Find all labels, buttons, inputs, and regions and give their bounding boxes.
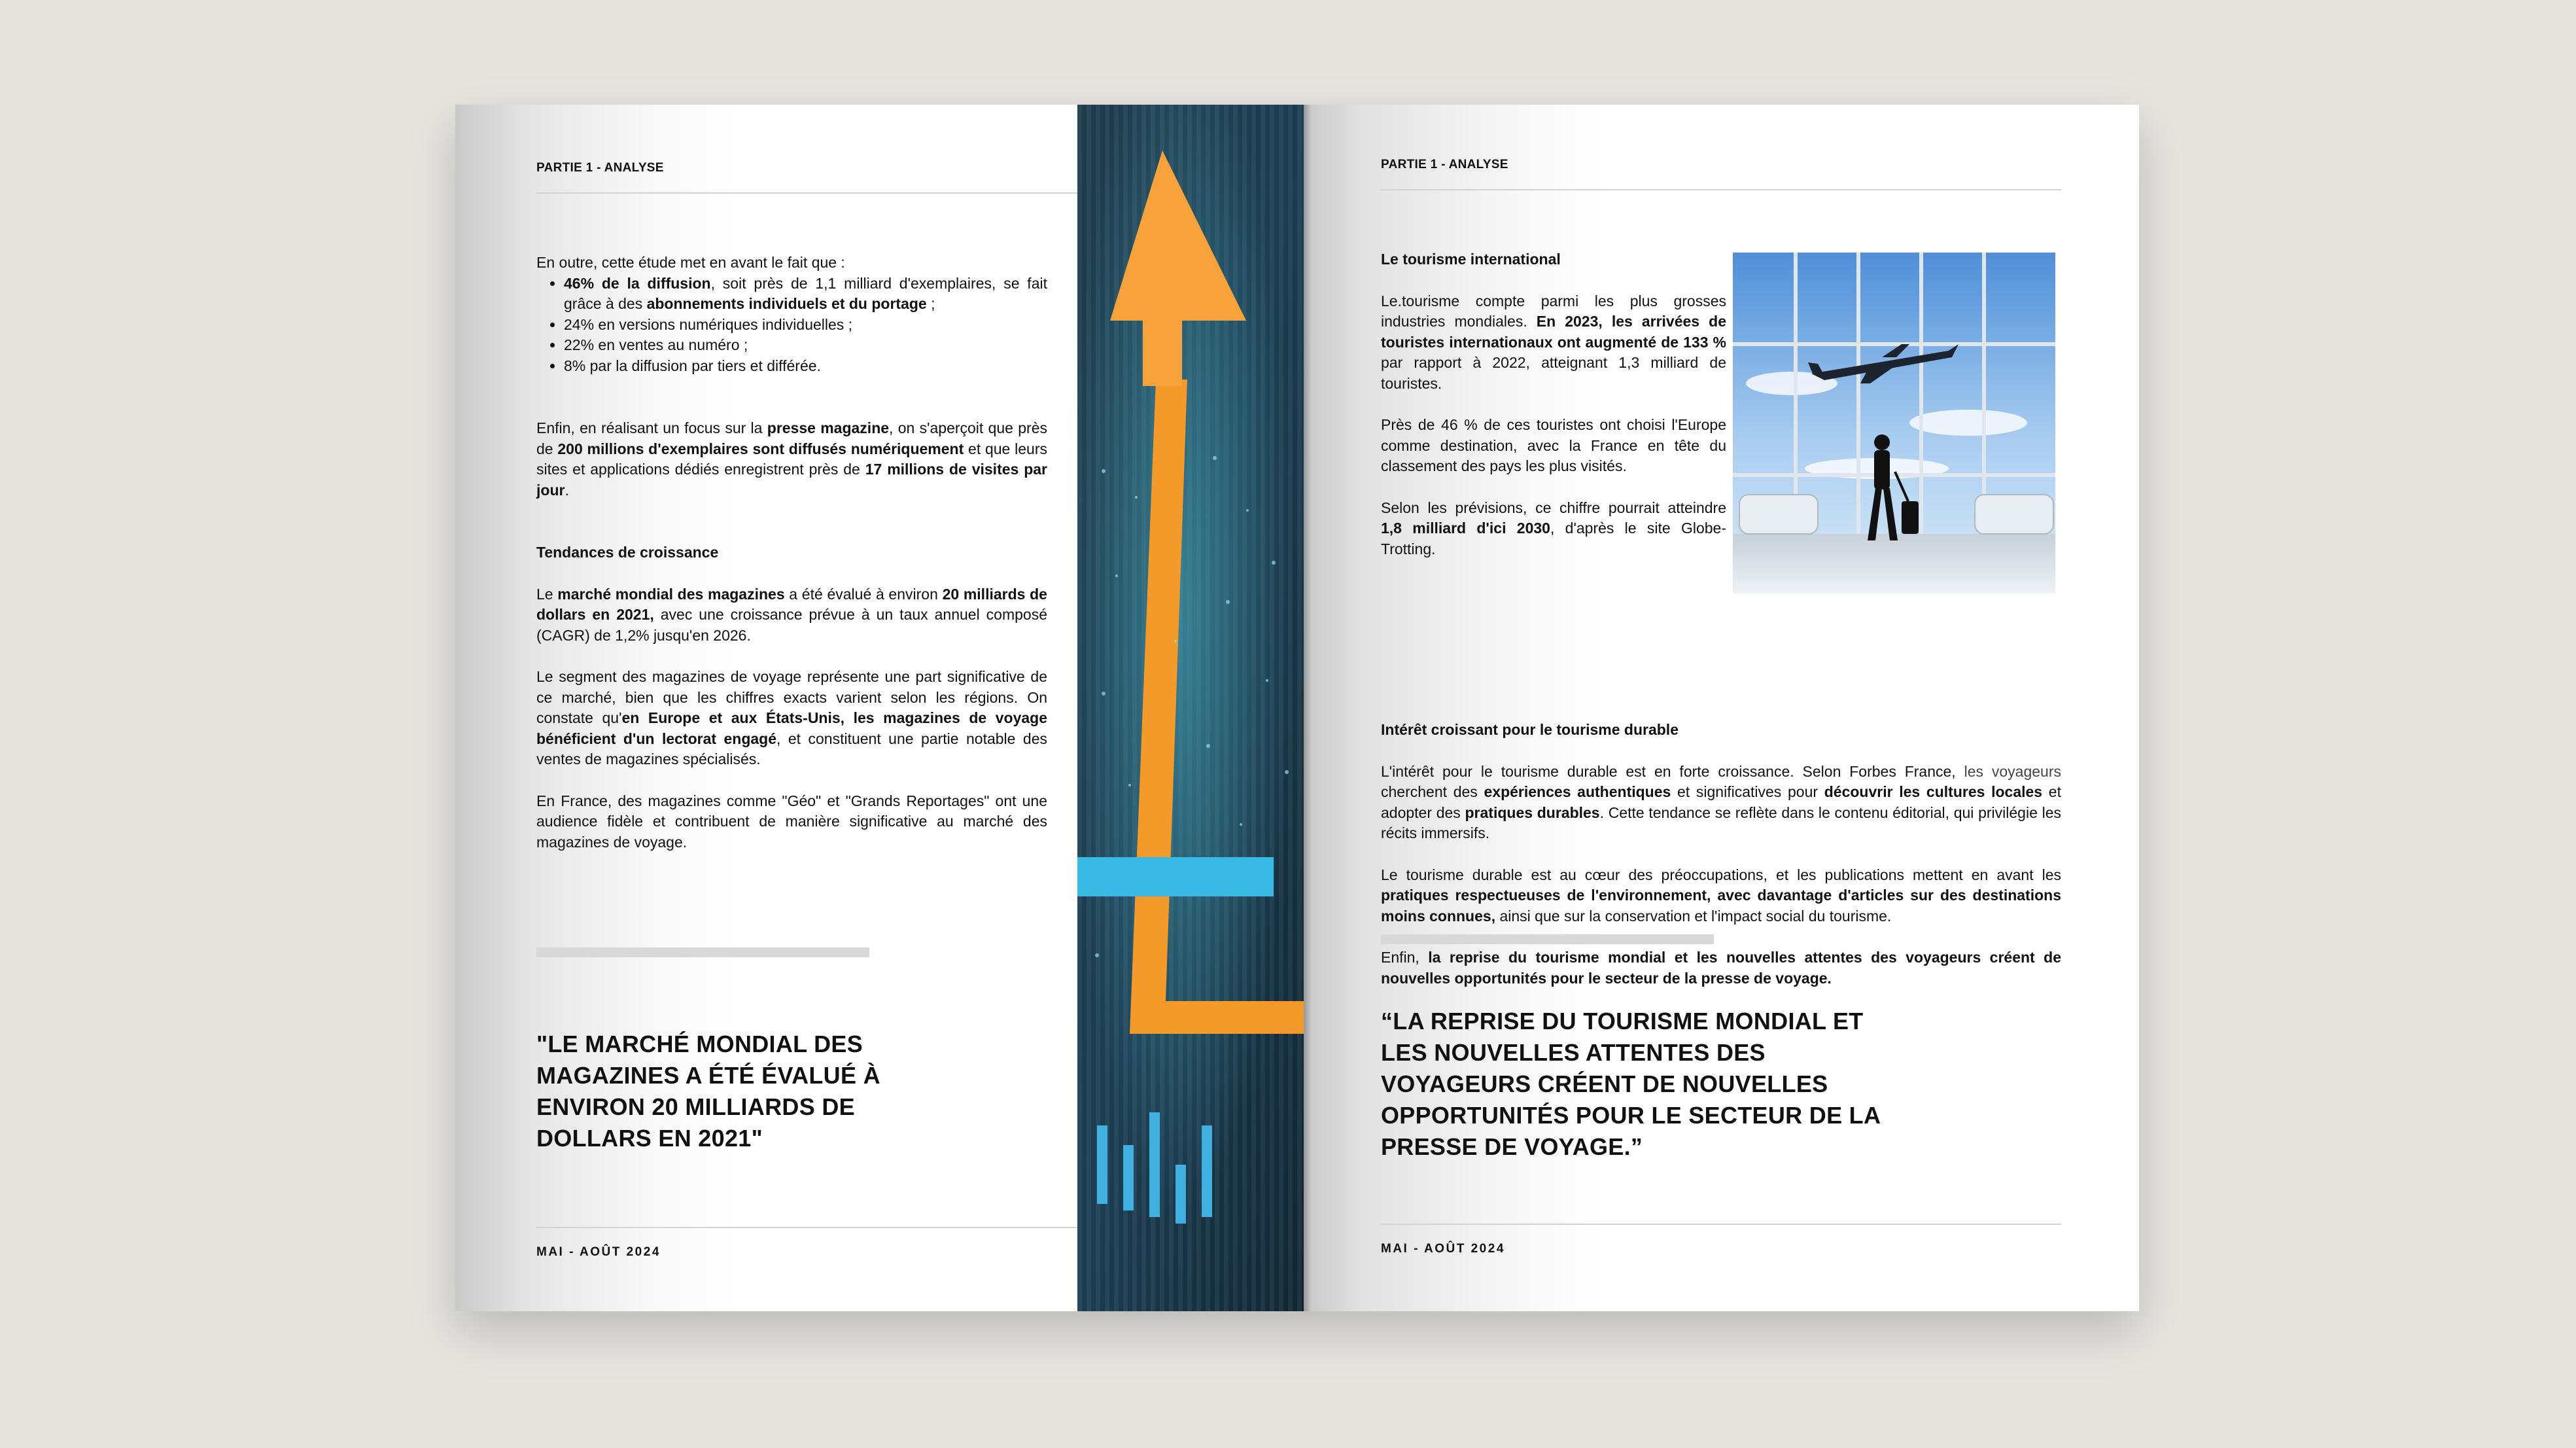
spine-shadow	[1304, 105, 1312, 1311]
paragraph: Près de 46 % de ces touristes ont choisi l'Europe comme destination, avec la France en tête du classement des pays les plus visités.	[1381, 416, 1726, 474]
paragraph: Le marché mondial des magazines a été évalué à environ 20 milliards de dollars en 2021, avec une croissance prévue à un taux annuel composé (CAGR) de 1,2% jusqu'en 2026.	[536, 585, 1047, 644]
footer-rule	[1381, 1224, 2061, 1225]
bold-text: abonnements individuels et du portage	[646, 295, 927, 312]
bold-text: 46% de la diffusion	[564, 274, 711, 292]
left-page	[455, 105, 1304, 1311]
paragraph: Selon les prévisions, ce chiffre pourrait atteindre 1,8 milliard d'ici 2030, d'après le site Globe-Trotting.	[1381, 499, 1726, 557]
section-header: PARTIE 1 - ANALYSE	[1381, 158, 1508, 171]
header-rule	[1381, 189, 2061, 190]
paragraph: En France, des magazines comme "Géo" et "Grands Reportages" ont une audience fidèle et contribuent de manière significative au marché des magazines de voyage.	[536, 792, 1047, 851]
paragraph: Le segment des magazines de voyage représente une part significative de ce marché, bien que les chiffres exacts varient selon les régions. On constate qu'en Europe et aux États-Unis, les magazines de voyage bénéficient d'un lectorat engagé, et constituent une partie notable des ventes de magazines spécialisés.	[536, 668, 1048, 768]
growth-arrow-illustration	[1077, 105, 1304, 1311]
paragraph: L'intérêt pour le tourisme durable est en forte croissance. Selon Forbes France, les voyageurs cherchent des expériences authentiques et significatives pour découvrir les cultures locales et adopter des pratiques durables. Cette tendance se reflète dans le contenu éditorial, qui privilégie les récits immersifs.	[1381, 762, 2061, 841]
subheading: Le tourisme international	[1381, 251, 1561, 268]
list-item	[564, 274, 1047, 315]
paragraph: Le tourisme durable est au cœur des préoccupations, et les publications mettent en avant les pratiques respectueuses de l'environnement, avec davantage d'articles sur des destinations moins connues, ainsi que sur la conservation et l'impact social du tourisme.	[1381, 866, 2061, 925]
section-header: PARTIE 1 - ANALYSE	[536, 161, 664, 175]
issue-date: MAI - AOÛT 2024	[1381, 1242, 1505, 1256]
quote-accent-bar	[536, 947, 869, 957]
header-rule	[536, 192, 1077, 194]
stats-list	[536, 274, 1047, 377]
intro-text: En outre, cette étude met en avant le fait que :	[536, 254, 845, 271]
right-body-text-bottom	[1381, 720, 2061, 989]
subheading: Tendances de croissance	[536, 544, 719, 561]
paragraph: Enfin, en réalisant un focus sur la presse magazine, on s'aperçoit que près de 200 millions d'exemplaires sont diffusés numériquement et que leurs sites et applications dédiés enregistrent près de 17 millions de visites par jour.	[536, 419, 1048, 499]
issue-date: MAI - AOÛT 2024	[536, 1245, 661, 1259]
link-text[interactable]: les voyageurs	[1964, 762, 2061, 780]
paragraph: Enfin, la reprise du tourisme mondial et les nouvelles attentes des voyageurs créent de nouvelles opportunités pour le secteur de la presse de voyage.	[1381, 949, 2061, 987]
list-item: • 22% en ventes au numéro ;	[564, 335, 1047, 356]
paragraph: Le.tourisme compte parmi les plus grosses industries mondiales. En 2023, les arrivées de touristes internationaux ont augmenté de 133 % par rapport à 2022, atteignant 1,3 milliard de touristes.	[1381, 292, 1726, 392]
airport-traveler-photo	[1733, 253, 2055, 593]
list-item: • 24% en versions numériques individuelles ;	[564, 315, 1047, 336]
pull-quote: “LA REPRISE DU TOURISME MONDIAL ET LES NOUVELLES ATTENTES DES VOYAGEURS CRÉENT DE NOUVELLES OPPORTUNITÉS POUR LE SECTEUR DE LA PRESSE DE VOYAGE.”	[1381, 1008, 1880, 1160]
right-body-text-top	[1381, 249, 1726, 559]
quote-accent-bar	[1381, 934, 1714, 944]
right-page	[1304, 105, 2139, 1311]
footer-rule	[536, 1227, 1077, 1228]
text: , soit près de 1,1 milliard d'exemplaires, se fait grâce à des	[564, 274, 1047, 312]
text: ;	[926, 295, 935, 312]
left-body-text	[536, 253, 1047, 853]
list-item: • 8% par la diffusion par tiers et différée.	[564, 356, 1047, 377]
pull-quote: "LE MARCHÉ MONDIAL DES MAGAZINES A ÉTÉ ÉVALUÉ À ENVIRON 20 MILLIARDS DE DOLLARS EN 2021"	[536, 1031, 880, 1152]
subheading: Intérêt croissant pour le tourisme durable	[1381, 721, 1679, 738]
